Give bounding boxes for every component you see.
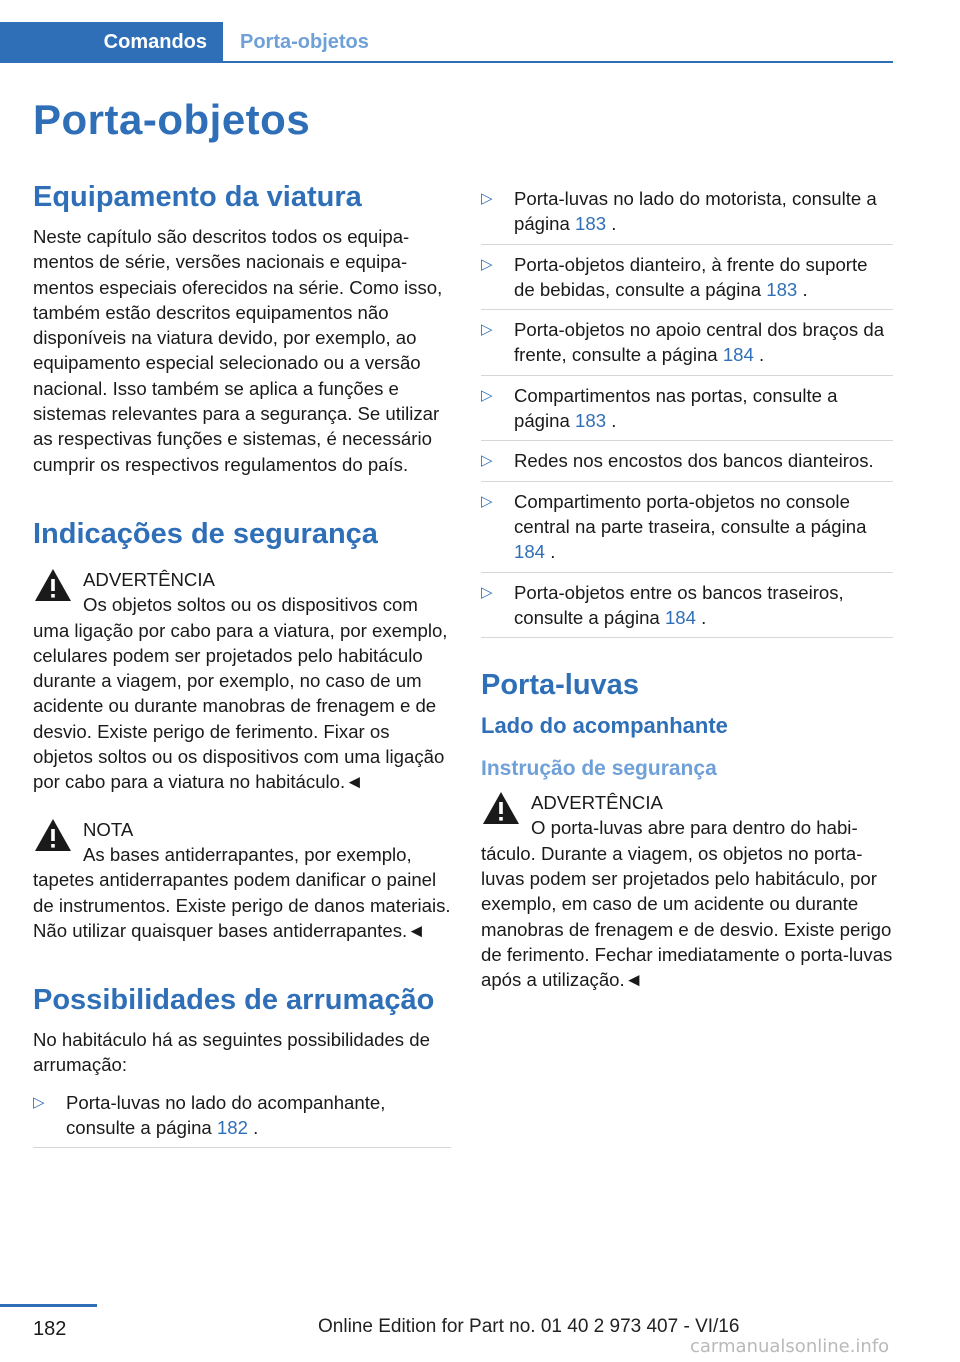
left-column xyxy=(33,180,451,1155)
note-block xyxy=(33,817,451,943)
section-seguranca xyxy=(33,517,451,943)
footer-divider xyxy=(0,1304,97,1307)
list-item: ▷ Porta-objetos entre os bancos traseiros, consulte a página 184 . xyxy=(481,580,893,639)
bullet-triangle-icon: ▷ xyxy=(481,452,493,470)
bullet-triangle-icon: ▷ xyxy=(481,255,493,273)
arrumacao-intro: No habitáculo há as seguintes possibilidades de arrumação: xyxy=(33,1029,430,1076)
page-ref-link[interactable]: 184 xyxy=(664,606,696,628)
lado-acompanhante-heading: Lado do acompanhante xyxy=(481,713,728,739)
header-bar xyxy=(0,0,893,63)
arrumacao-heading: Possibilidades de arrumação xyxy=(33,984,435,1017)
edition-text: Online Edition for Part no. 01 40 2 973 407 - VI/16 xyxy=(318,1316,740,1337)
page-ref-link[interactable]: 183 xyxy=(575,213,607,235)
list-item: ▷ Porta-objetos dianteiro, à frente do suporte de bebidas, consulte a página 183 . xyxy=(481,252,893,311)
list-item: ▷ Compartimentos nas portas, consulte a página 183 . xyxy=(481,383,893,442)
warning-triangle-icon xyxy=(33,567,73,603)
tab-porta-objetos[interactable]: Porta-objetos xyxy=(240,31,369,53)
section-arrumacao xyxy=(33,983,451,1148)
bullet-triangle-icon: ▷ xyxy=(481,321,493,339)
bullet-triangle-icon: ▷ xyxy=(481,386,493,404)
warning-text: O porta-luvas abre para dentro do habitáculo. Durante a viagem, os objetos no porta-luvas podem ser projetados pelo habitáculo, por exemplo, em caso de um acidente ou durante manobras de frenagem e de desvio. Existe perigo de ferimento. Fechar imediatamente o porta-luvas após a utilização.◄ xyxy=(481,817,893,991)
warning-block xyxy=(33,567,451,795)
note-text: As bases antiderrapantes, por exemplo, tapetes antiderrapantes podem danificar o painel de instrumentos. Existe perigo de danos materiais. Não utilizar quaisquer bases antiderrapantes.◄ xyxy=(33,843,451,941)
bullet-triangle-icon: ▷ xyxy=(481,492,493,510)
storage-list-left xyxy=(33,1090,451,1149)
warning-label: ADVERTÊNCIA xyxy=(83,568,215,590)
storage-list-right xyxy=(481,186,893,638)
warning-label: ADVERTÊNCIA xyxy=(531,792,663,814)
page-ref-link[interactable]: 183 xyxy=(766,278,798,300)
note-label: NOTA xyxy=(83,818,134,840)
page-number: 182 xyxy=(33,1318,67,1340)
list-item: ▷ Compartimento porta-objetos no console central na parte traseira, consulte a página 184 . xyxy=(481,489,893,573)
bullet-triangle-icon: ▷ xyxy=(33,1093,45,1111)
porta-luvas-heading: Porta-luvas xyxy=(481,669,639,702)
warning-block xyxy=(481,790,893,992)
page-ref-link[interactable]: 182 xyxy=(216,1117,248,1139)
page-ref-link[interactable]: 184 xyxy=(514,541,546,563)
equipamento-heading: Equipamento da viatura xyxy=(33,181,362,213)
bullet-triangle-icon: ▷ xyxy=(481,190,493,207)
list-item: ▷ Porta-luvas no lado do acompanhante, consulte a página 182 . xyxy=(33,1090,451,1149)
list-item: ▷ Porta-luvas no lado do motorista, consulte a página 183 . xyxy=(481,186,893,245)
instrucao-seguranca-heading: Instrução de segurança xyxy=(481,757,717,781)
page-ref-link[interactable]: 183 xyxy=(575,410,607,432)
seguranca-heading: Indicações de segurança xyxy=(33,517,378,550)
page-title: Porta-objetos xyxy=(33,96,311,143)
equipamento-body: Neste capítulo são descritos todos os equipamentos de série, versões nacionais e equipamentos especiais oferecidos na série. Como isso, também estão descritos equipamentos não disponíveis na viatura devido, por exemplo, ao equipamento especial selecionado ou a versão nacional. Isso também se aplica a funções e sistemas relevantes para a segurança. Se utilizar as respectivas funções e sistemas, é necessário cumprir os respectivos regulamentos do país. xyxy=(33,226,443,475)
list-item: ▷ Redes nos encostos dos bancos dianteiros. xyxy=(481,448,893,481)
bullet-triangle-icon: ▷ xyxy=(481,583,493,601)
warning-text: Os objetos soltos ou os dispositivos com uma ligação por cabo para a viatura, por exemplo, celulares podem ser projetados pelo habitáculo durante a viagem, por exemplo, no caso de um acidente ou durante manobras de frenagem e de desvio. Existe perigo de ferimento. Fixar os objetos soltos ou os dispositivos com uma ligação por cabo para a viatura no habitáculo.◄ xyxy=(33,594,448,793)
watermark: carmanualsonline.info xyxy=(690,1336,890,1357)
tab-comandos[interactable]: Comandos xyxy=(0,22,223,63)
page-ref-link[interactable]: 184 xyxy=(722,344,754,366)
right-column xyxy=(481,186,893,993)
section-equipamento xyxy=(33,180,451,477)
warning-triangle-icon xyxy=(481,790,521,826)
section-porta-luvas xyxy=(481,668,893,992)
warning-triangle-icon xyxy=(33,817,73,853)
list-item: ▷ Porta-objetos no apoio central dos braços da frente, consulte a página 184 . xyxy=(481,317,893,376)
